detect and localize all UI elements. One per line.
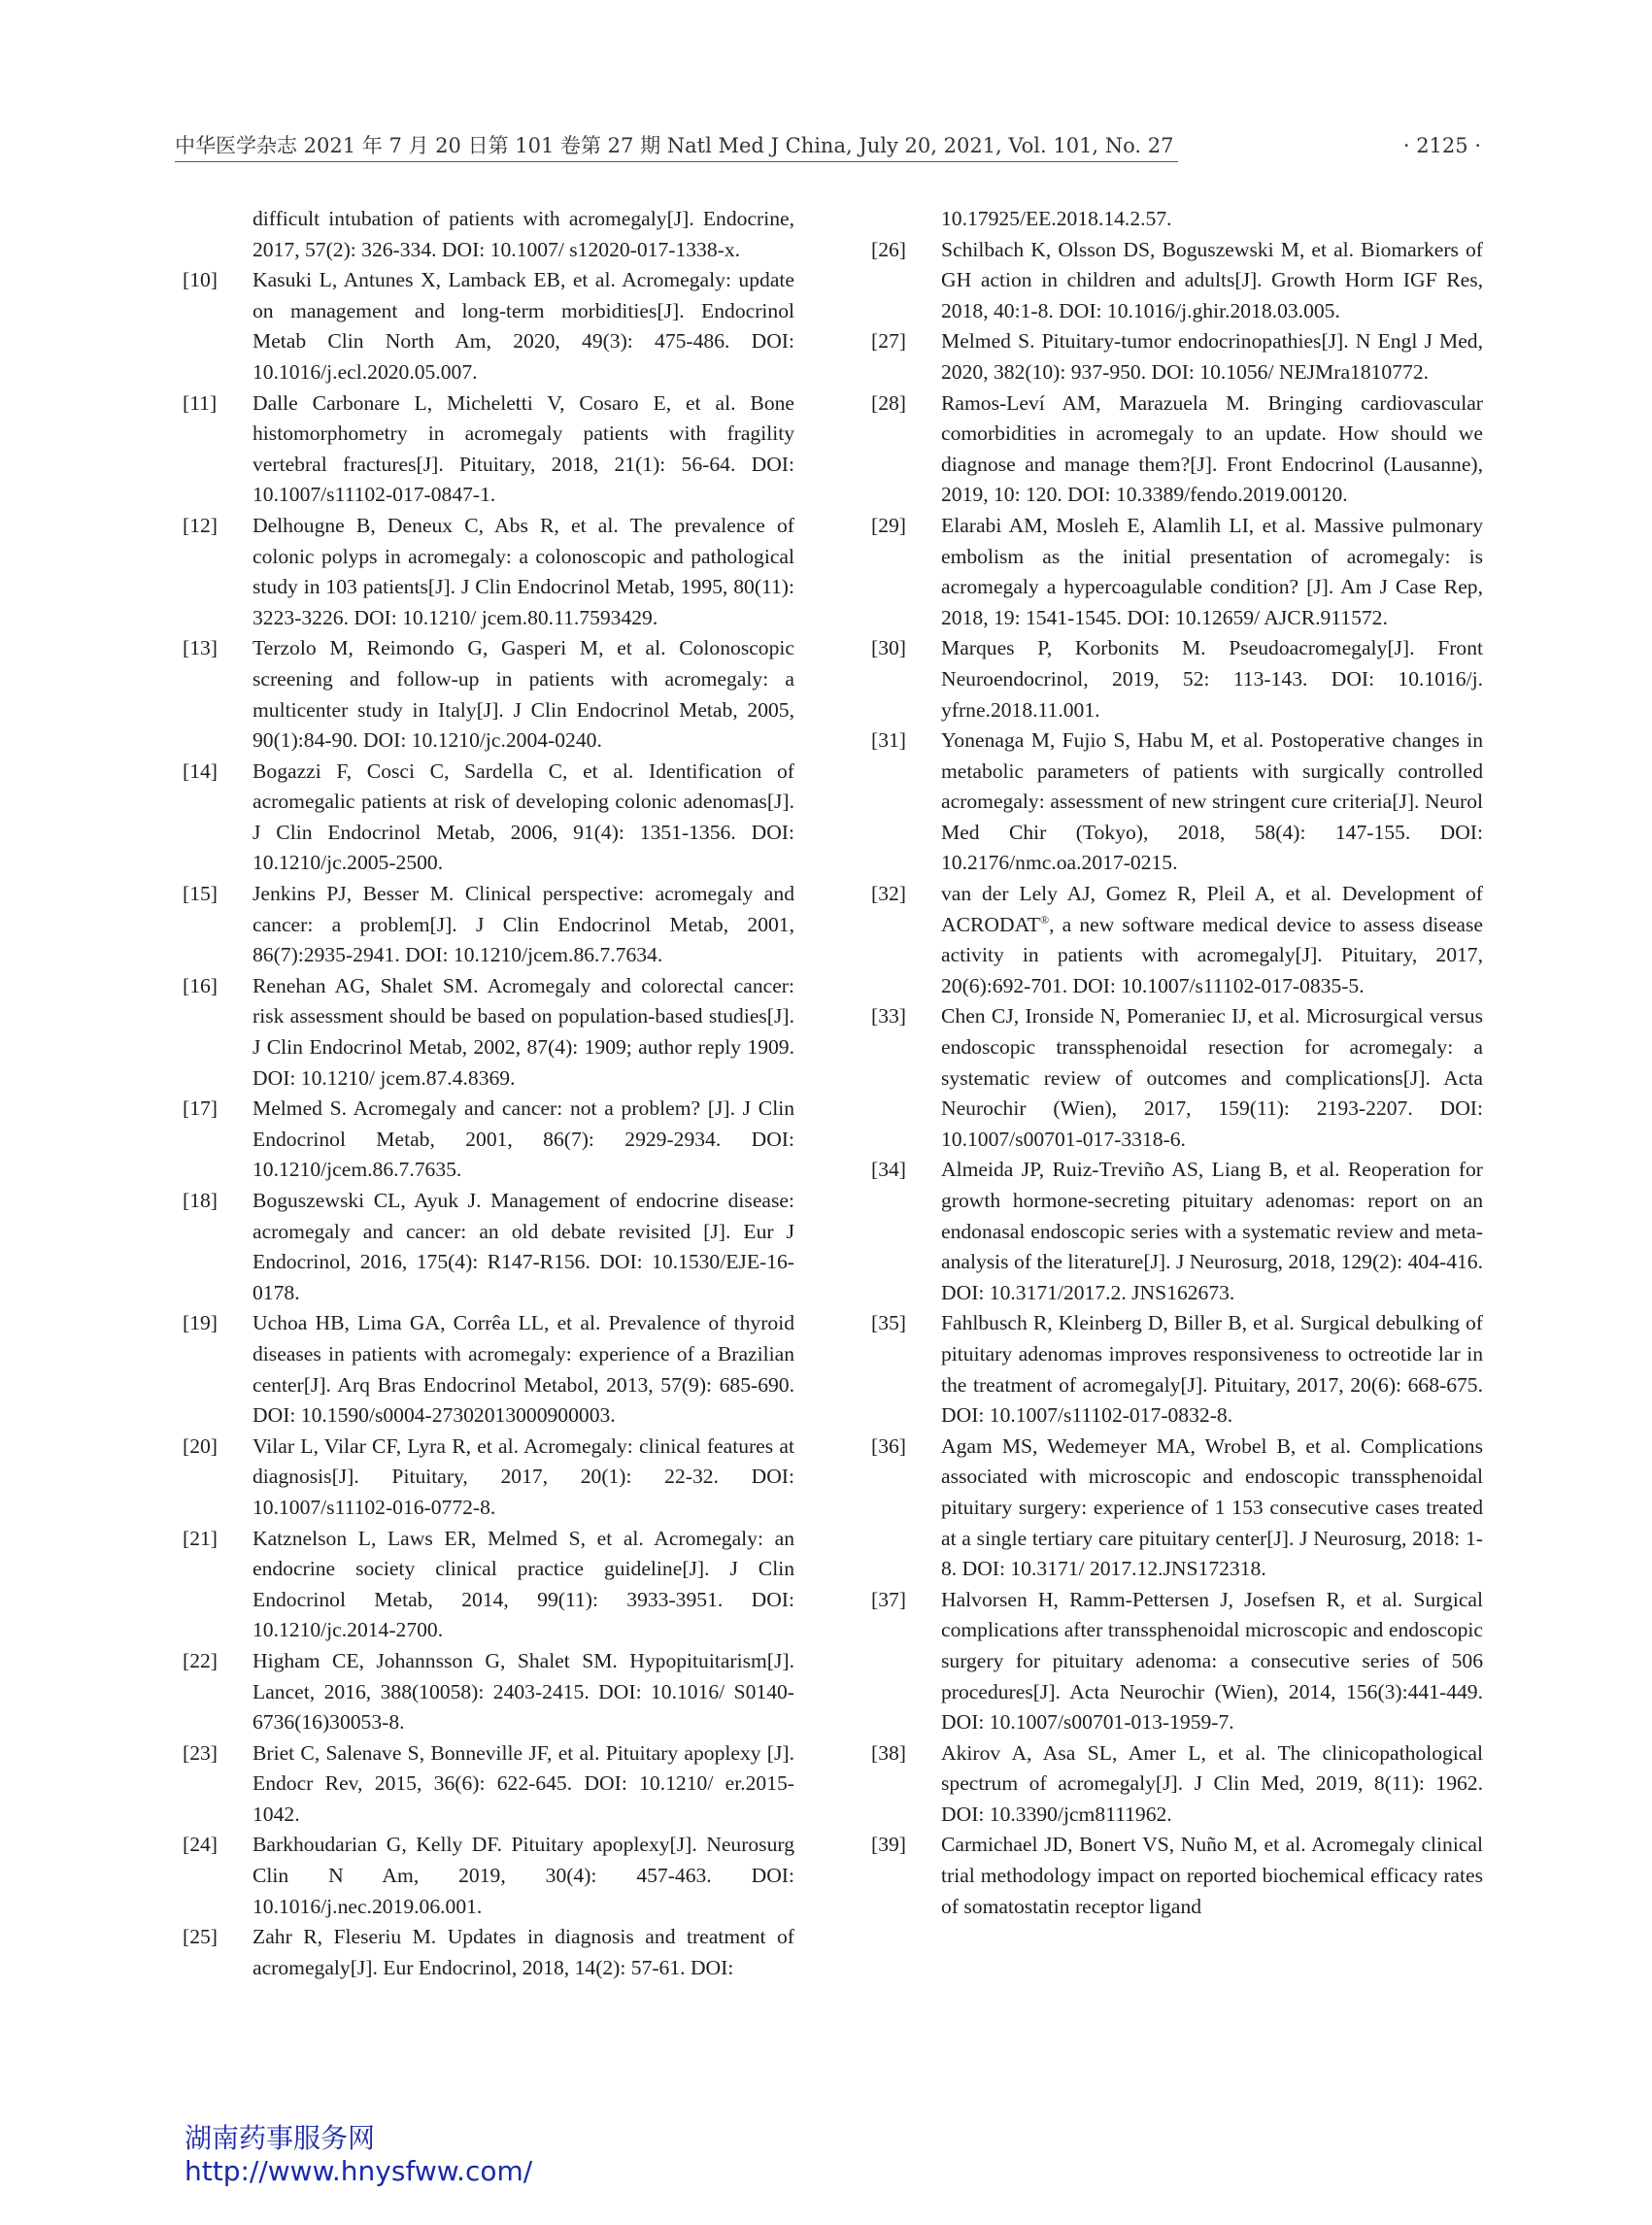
reference-36 bbox=[871, 1432, 1483, 1585]
reference-number: [30] bbox=[871, 636, 906, 660]
reference-text: Barkhoudarian G, Kelly DF. Pituitary apoplexy[J]. Neurosurg Clin N Am, 2019, 30(4): 457-463. DOI: 10.1016/j.nec.2019.06.001. bbox=[253, 1833, 794, 1918]
reference-text: Ramos-Leví AM, Marazuela M. Bringing cardiovascular comorbidities in acromegaly to an update. How should we diagnose and manage them?[J]. Front Endocrinol (Lausanne), 2019, 10: 120. DOI: 10.3389/fendo.2019.00120. bbox=[941, 390, 1483, 507]
reference-11 bbox=[183, 388, 794, 511]
references-left-column bbox=[183, 204, 794, 1983]
reference-24 bbox=[183, 1830, 794, 1922]
journal-header: 中华医学杂志 2021 年 7 月 20 日第 101 卷第 27 期 Natl Med J China, July 20, 2021, Vol. 101, No. 27 bbox=[175, 130, 1178, 162]
reference-number: [28] bbox=[871, 390, 906, 415]
reference-number: [18] bbox=[183, 1189, 218, 1212]
reference-text: Melmed S. Pituitary-tumor endocrinopathies[J]. N Engl J Med, 2020, 382(10): 937-950. DOI: 10.1056/ NEJMra1810772. bbox=[941, 329, 1483, 384]
reference-32 bbox=[871, 879, 1483, 1001]
reference-27 bbox=[871, 326, 1483, 388]
reference-text: Agam MS, Wedemeyer MA, Wrobel B, et al. Complications associated with microscopic and endoscopic transsphenoidal pituitary surgery: experience of 1 153 consecutive cases treated at a single tertiary care pituitary center[J]. J Neurosurg, 2018: 1-8. DOI: 10.3171/ 2017.12.JNS172318. bbox=[941, 1433, 1483, 1581]
reference-text: Delhougne B, Deneux C, Abs R, et al. The prevalence of colonic polyps in acromegaly: a colonoscopic and pathological study in 103 patients[J]. J Clin Endocrinol Metab, 1995, 80(11): 3223-3226. DOI: 10.1210/ jcem.80.11.7593429. bbox=[253, 513, 794, 629]
page-number: · 2125 · bbox=[1402, 134, 1481, 157]
watermark-footer bbox=[185, 2121, 532, 2187]
reference-text: Marques P, Korbonits M. Pseudoacromegaly[J]. Front Neuroendocrinol, 2019, 52: 113-143. DOI: 10.1016/j. yfrne.2018.11.001. bbox=[941, 636, 1483, 722]
reference-18 bbox=[183, 1186, 794, 1308]
reference-number: [39] bbox=[871, 1833, 906, 1857]
reference-text: Uchoa HB, Lima GA, Corrêa LL, et al. Prevalence of thyroid diseases in patients with acromegaly: experience of a Brazilian center[J]. Arq Bras Endocrinol Metabol, 2013, 57(9): 685-690. DOI: 10.1590/s0004-27302013000900003. bbox=[253, 1311, 794, 1428]
reference-33 bbox=[871, 1001, 1483, 1155]
running-header bbox=[175, 130, 1481, 163]
reference-text: Dalle Carbonare L, Micheletti V, Cosaro E, et al. Bone histomorphometry in acromegaly patients with fragility vertebral fractures[J]. Pituitary, 2018, 21(1): 56-64. DOI: 10.1007/s11102-017-0847-1. bbox=[253, 390, 794, 507]
reference-text: Renehan AG, Shalet SM. Acromegaly and colorectal cancer: risk assessment should be based on population-based studies[J]. J Clin Endocrinol Metab, 2002, 87(4): 1909; author reply 1909. DOI: 10.1210/ jcem.87.4.8369. bbox=[253, 973, 794, 1090]
reference-text: van der Lely AJ, Gomez R, Pleil A, et al. Development of ACRODAT®, a new software medical device to assess disease activity in patients with acromegaly[J]. Pituitary, 2017, 20(6):692-701. DOI: 10.1007/s11102-017-0835-5. bbox=[941, 882, 1483, 997]
reference-number: [24] bbox=[183, 1833, 218, 1857]
reference-text: Chen CJ, Ironside N, Pomeraniec IJ, et al. Microsurgical versus endoscopic transsphenoidal resection for acromegaly: a systematic review of outcomes and complications[J]. Acta Neurochir (Wien), 2017, 159(11): 2193-2207. DOI: 10.1007/s00701-017-3318-6. bbox=[941, 1004, 1483, 1151]
reference-13 bbox=[183, 633, 794, 756]
reference-text: Schilbach K, Olsson DS, Boguszewski M, et al. Biomarkers of GH action in children and adults[J]. Growth Horm IGF Res, 2018, 40:1-8. DOI: 10.1016/j.ghir.2018.03.005. bbox=[941, 237, 1483, 322]
reference-continuation: 10.17925/EE.2018.14.2.57. bbox=[941, 207, 1172, 230]
reference-26 bbox=[871, 235, 1483, 327]
reference-38 bbox=[871, 1738, 1483, 1831]
reference-text: Jenkins PJ, Besser M. Clinical perspective: acromegaly and cancer: a problem[J]. J Clin Endocrinol Metab, 2001, 86(7):2935-2941. DOI: 10.1210/jcem.86.7.7634. bbox=[253, 882, 794, 967]
registered-mark: ® bbox=[1039, 912, 1050, 927]
reference-number: [17] bbox=[183, 1096, 218, 1121]
reference-number: [36] bbox=[871, 1433, 906, 1458]
reference-text: Almeida JP, Ruiz-Treviño AS, Liang B, et al. Reoperation for growth hormone-secreting pituitary adenomas: report on an endonasal endoscopic series with a systematic review and meta-analysis of the literature[J]. J Neurosurg, 2018, 129(2): 404-416. DOI: 10.3171/2017.2. JNS162673. bbox=[941, 1158, 1483, 1304]
reference-text: Briet C, Salenave S, Bonneville JF, et al. Pituitary apoplexy [J]. Endocr Rev, 2015, 36(6): 622-645. DOI: 10.1210/ er.2015-1042. bbox=[253, 1740, 794, 1826]
reference-continuation: difficult intubation of patients with acromegaly[J]. Endocrine, 2017, 57(2): 326-334. DOI: 10.1007/ s12020-017-1338-x. bbox=[253, 207, 794, 261]
reference-number: [20] bbox=[183, 1433, 218, 1458]
reference-number: [19] bbox=[183, 1311, 218, 1335]
reference-29 bbox=[871, 511, 1483, 633]
reference-number: [15] bbox=[183, 882, 218, 906]
reference-text: Vilar L, Vilar CF, Lyra R, et al. Acromegaly: clinical features at diagnosis[J]. Pituitary, 2017, 20(1): 22-32. DOI: 10.1007/s11102-016-0772-8. bbox=[253, 1433, 794, 1519]
reference-number: [29] bbox=[871, 513, 906, 537]
reference-number: [35] bbox=[871, 1311, 906, 1335]
reference-text: Fahlbusch R, Kleinberg D, Biller B, et al. Surgical debulking of pituitary adenomas improves responsiveness to octreotide lar in the treatment of acromegaly[J]. Pituitary, 2017, 20(6): 668-675. DOI: 10.1007/s11102-017-0832-8. bbox=[941, 1311, 1483, 1428]
reference-15 bbox=[183, 879, 794, 971]
reference-number: [16] bbox=[183, 973, 218, 997]
reference-text: Akirov A, Asa SL, Amer L, et al. The clinicopathological spectrum of acromegaly[J]. J Clin Med, 2019, 8(11): 1962. DOI: 10.3390/jcm8111962. bbox=[941, 1740, 1483, 1826]
reference-17 bbox=[183, 1094, 794, 1186]
reference-28 bbox=[871, 388, 1483, 511]
reference-text: Melmed S. Acromegaly and cancer: not a problem? [J]. J Clin Endocrinol Metab, 2001, 86(7): 2929-2934. DOI: 10.1210/jcem.86.7.7635. bbox=[253, 1096, 794, 1182]
reference-number: [34] bbox=[871, 1158, 906, 1182]
reference-34 bbox=[871, 1155, 1483, 1308]
reference-20 bbox=[183, 1432, 794, 1524]
reference-30 bbox=[871, 633, 1483, 725]
reference-text: Bogazzi F, Cosci C, Sardella C, et al. Identification of acromegalic patients at risk of developing colonic adenomas[J]. J Clin Endocrinol Metab, 2006, 91(4): 1351-1356. DOI: 10.1210/jc.2005-2500. bbox=[253, 759, 794, 875]
reference-number: [37] bbox=[871, 1587, 906, 1611]
reference-number: [33] bbox=[871, 1004, 906, 1028]
reference-25 bbox=[183, 1922, 794, 1983]
reference-number: [31] bbox=[871, 728, 906, 753]
reference-text: Terzolo M, Reimondo G, Gasperi M, et al. Colonoscopic screening and follow-up in patients with acromegaly: a multicenter study in Italy[J]. J Clin Endocrinol Metab, 2005, 90(1):84-90. DOI: 10.1210/jc.2004-0240. bbox=[253, 636, 794, 753]
reference-number: [32] bbox=[871, 882, 906, 906]
reference-number: [26] bbox=[871, 237, 906, 261]
reference-number: [27] bbox=[871, 329, 906, 354]
reference-39 bbox=[871, 1830, 1483, 1922]
reference-number: [10] bbox=[183, 268, 218, 292]
reference-22 bbox=[183, 1646, 794, 1738]
site-url[interactable]: http://www.hnysfww.com/ bbox=[185, 2155, 533, 2187]
reference-text: Carmichael JD, Bonert VS, Nuño M, et al. Acromegaly clinical trial methodology impact on reported biochemical efficacy rates of somatostatin receptor ligand bbox=[941, 1833, 1483, 1918]
reference-text: Zahr R, Fleseriu M. Updates in diagnosis and treatment of acromegaly[J]. Eur Endocrinol, 2018, 14(2): 57-61. DOI: bbox=[253, 1925, 794, 1979]
reference-number: [13] bbox=[183, 636, 218, 660]
reference-text: Kasuki L, Antunes X, Lamback EB, et al. Acromegaly: update on management and long-term morbidities[J]. Endocrinol Metab Clin North Am, 2020, 49(3): 475-486. DOI: 10.1016/j.ecl.2020.05.007. bbox=[253, 268, 794, 384]
site-name: 湖南药事服务网 bbox=[185, 2122, 376, 2154]
reference-number: [23] bbox=[183, 1740, 218, 1765]
reference-text: Elarabi AM, Mosleh E, Alamlih LI, et al. Massive pulmonary embolism as the initial presentation of acromegaly: is acromegaly a hypercoagulable condition? [J]. Am J Case Rep, 2018, 19: 1541-1545. DOI: 10.12659/ AJCR.911572. bbox=[941, 513, 1483, 629]
reference-12 bbox=[183, 511, 794, 633]
reference-number: [11] bbox=[183, 390, 218, 415]
reference-number: [14] bbox=[183, 759, 218, 783]
reference-10 bbox=[183, 265, 794, 388]
reference-text: Katznelson L, Laws ER, Melmed S, et al. Acromegaly: an endocrine society clinical practice guideline[J]. J Clin Endocrinol Metab, 2014, 99(11): 3933-3951. DOI: 10.1210/jc.2014-2700. bbox=[253, 1526, 794, 1642]
reference-text: Halvorsen H, Ramm-Pettersen J, Josefsen R, et al. Surgical complications after transsphenoidal microscopic and endoscopic surgery for pituitary adenoma: a consecutive series of 506 procedures[J]. Acta Neurochir (Wien), 2014, 156(3):441-449. DOI: 10.1007/s00701-013-1959-7. bbox=[941, 1587, 1483, 1735]
reference-text: Boguszewski CL, Ayuk J. Management of endocrine disease: acromegaly and cancer: an old debate revisited [J]. Eur J Endocrinol, 2016, 175(4): R147-R156. DOI: 10.1530/EJE-16-0178. bbox=[253, 1189, 794, 1304]
reference-number: [25] bbox=[183, 1925, 218, 1949]
reference-14 bbox=[183, 757, 794, 879]
reference-number: [22] bbox=[183, 1648, 218, 1672]
references-right-column bbox=[871, 204, 1483, 1922]
reference-text: Higham CE, Johannsson G, Shalet SM. Hypopituitarism[J]. Lancet, 2016, 388(10058): 2403-2415. DOI: 10.1016/ S0140-6736(16)30053-8. bbox=[253, 1648, 794, 1735]
reference-16 bbox=[183, 971, 794, 1094]
reference-number: [21] bbox=[183, 1526, 218, 1550]
reference-19 bbox=[183, 1308, 794, 1431]
reference-23 bbox=[183, 1738, 794, 1831]
reference-21 bbox=[183, 1524, 794, 1646]
reference-number: [38] bbox=[871, 1740, 906, 1765]
reference-35 bbox=[871, 1308, 1483, 1431]
reference-text: Yonenaga M, Fujio S, Habu M, et al. Postoperative changes in metabolic parameters of patients with surgically controlled acromegaly: assessment of new stringent cure criteria[J]. Neurol Med Chir (Tokyo), 2018, 58(4): 147-155. DOI: 10.2176/nmc.oa.2017-0215. bbox=[941, 728, 1483, 875]
reference-number: [12] bbox=[183, 513, 218, 537]
reference-31 bbox=[871, 725, 1483, 879]
reference-37 bbox=[871, 1585, 1483, 1738]
